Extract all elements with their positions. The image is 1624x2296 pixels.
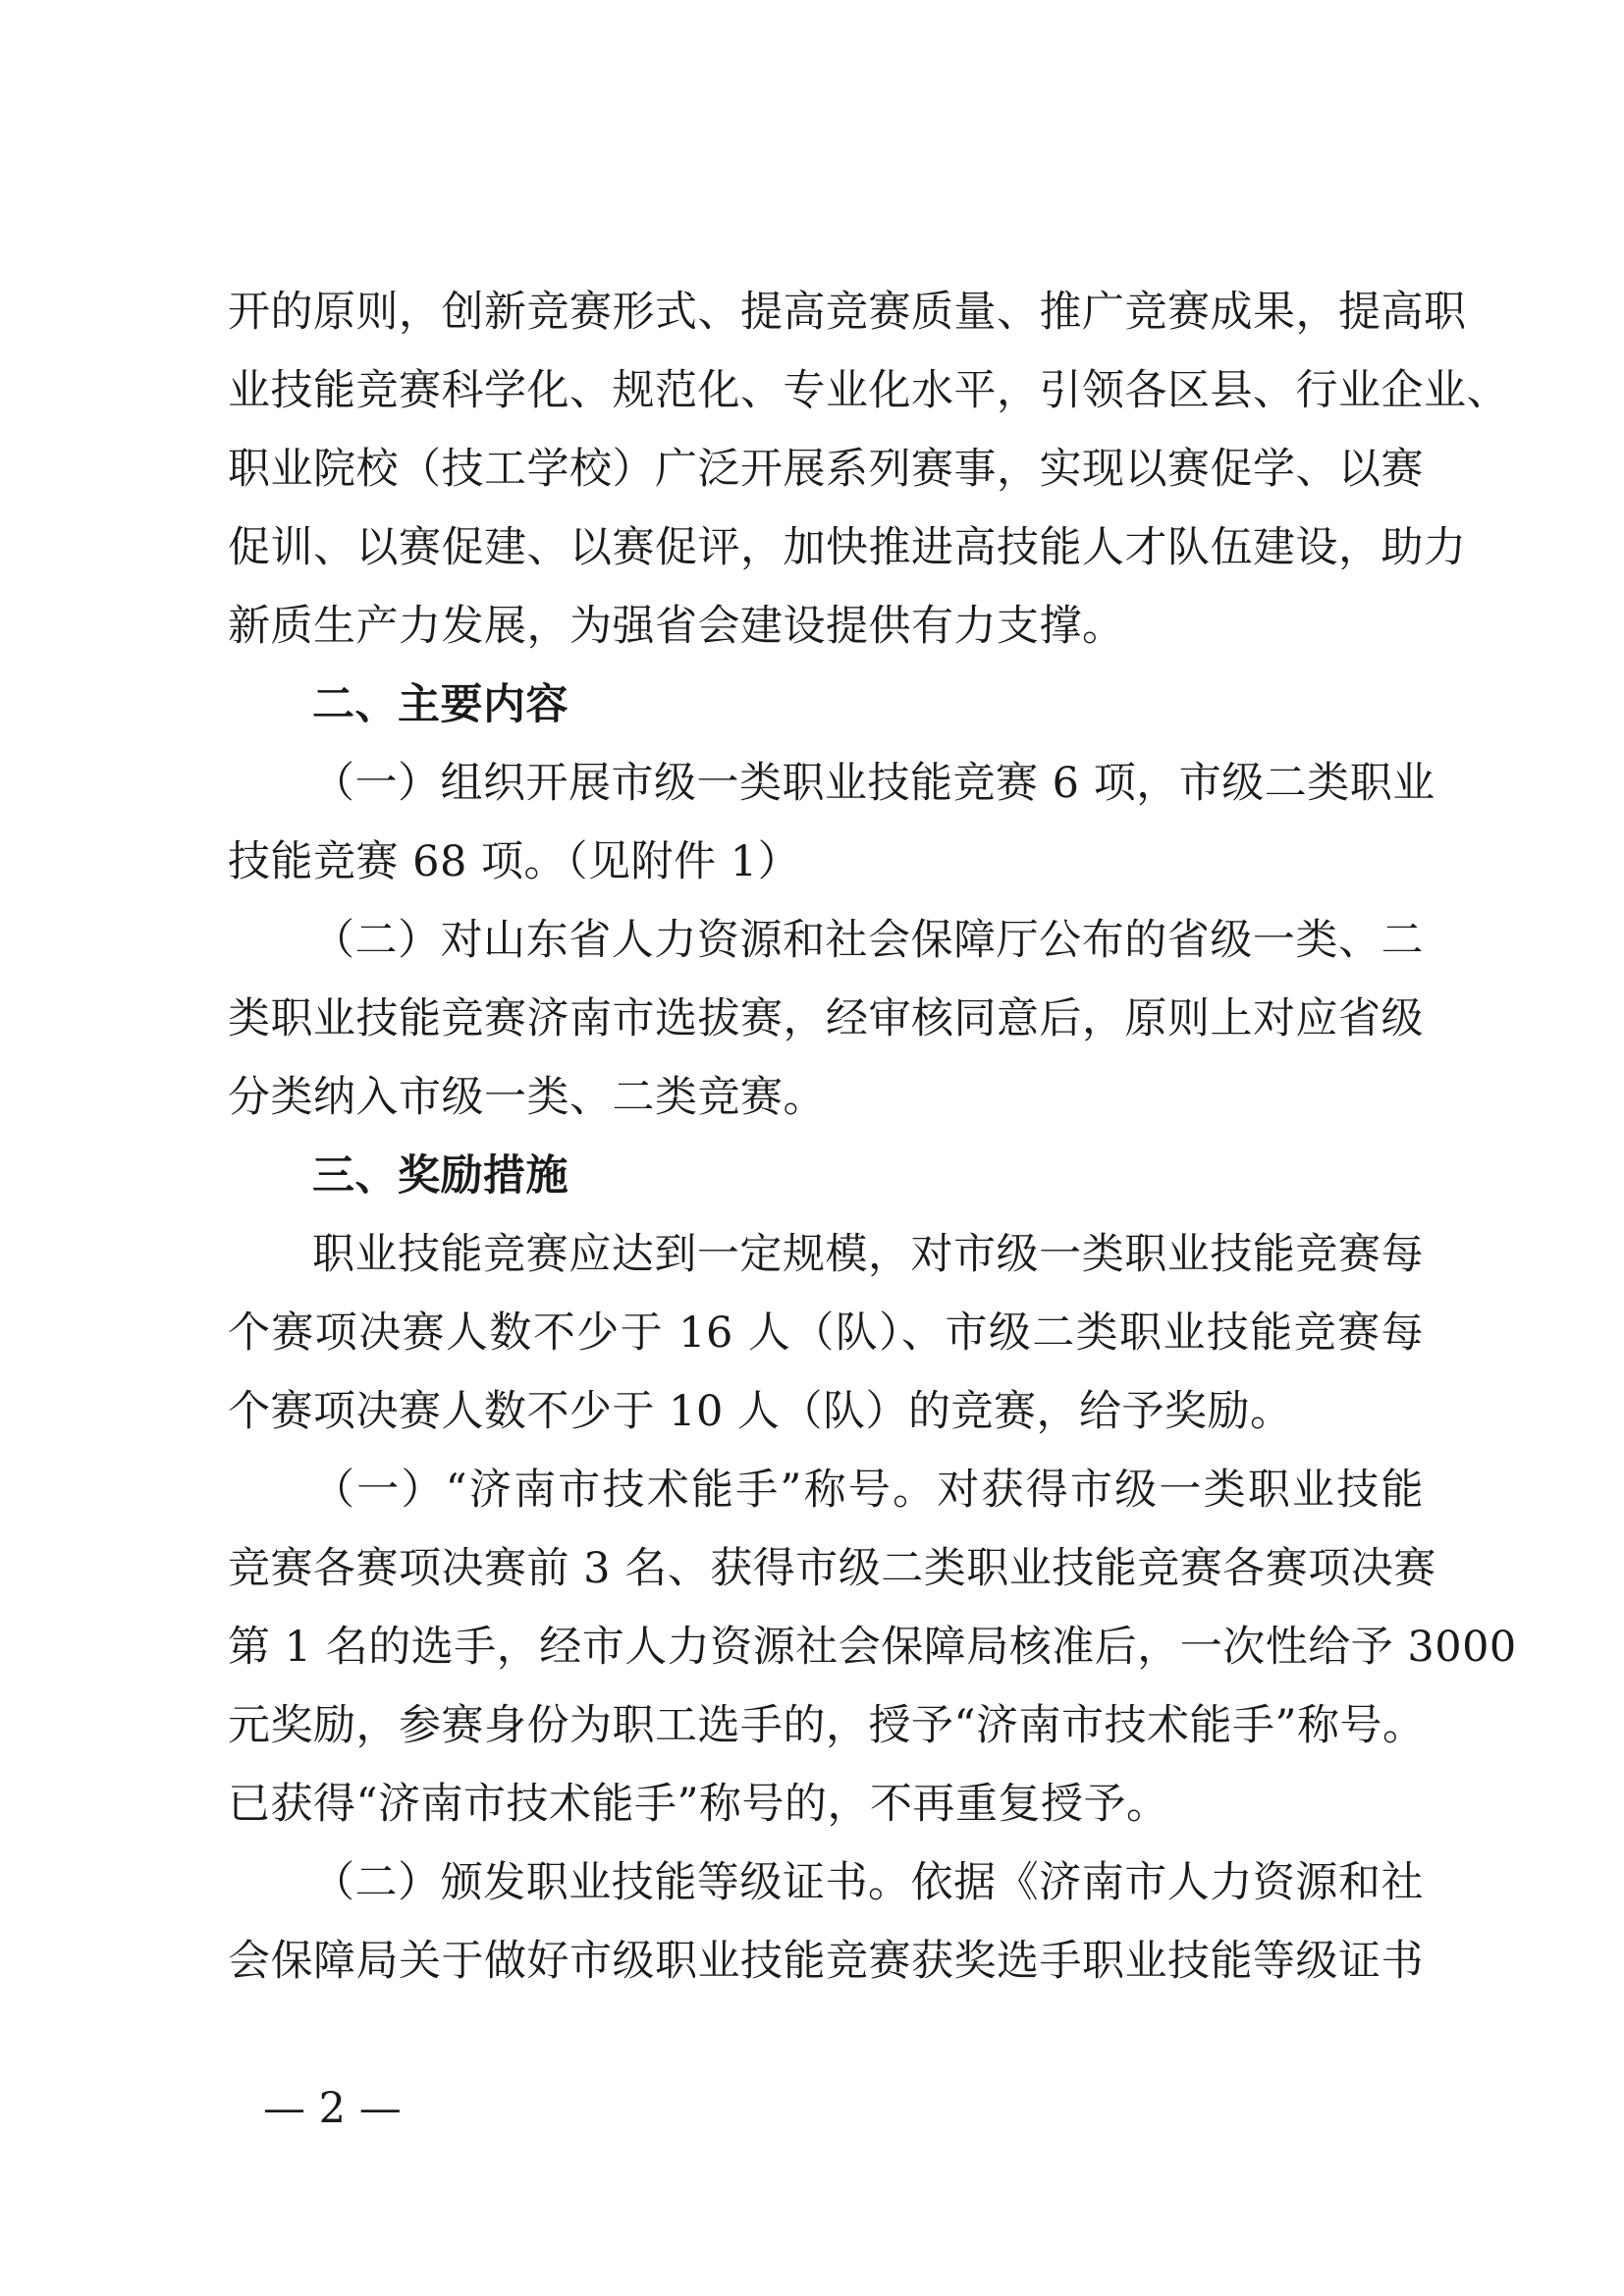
body-line: 元奖励，参赛身份为职工选手的，授予“济南市技术能手”称号。: [228, 1701, 1426, 1750]
body-line: 已获得“济南市技术能手”称号的，不再重复授予。: [228, 1780, 1169, 1829]
body-line: （一）“济南市技术能手”称号。对获得市级一类职业技能: [312, 1466, 1424, 1515]
section-heading: 三、奖励措施: [312, 1151, 568, 1201]
body-line: 新质生产力发展，为强省会建设提供有力支撑。: [228, 602, 1125, 651]
body-line: 职业院校（技工学校）广泛开展系列赛事，实现以赛促学、以赛: [228, 445, 1424, 494]
body-line: （二）对山东省人力资源和社会保障厅公布的省级一类、二: [312, 916, 1424, 965]
body-line: 开的原则，创新竞赛形式、提高竞赛质量、推广竞赛成果，提高职: [228, 288, 1467, 337]
body-line: 第 1 名的选手，经市人力资源社会保障局核准后，一次性给予 3000: [228, 1623, 1517, 1672]
page-number: — 2 —: [263, 2084, 402, 2133]
document-body: [228, 273, 1517, 2001]
body-line: 个赛项决赛人数不少于 16 人（队）、市级二类职业技能竞赛每: [228, 1308, 1424, 1358]
body-line: （一）组织开展市级一类职业技能竞赛 6 项，市级二类职业: [312, 759, 1435, 808]
body-line: 竞赛各赛项决赛前 3 名、获得市级二类职业技能竞赛各赛项决赛: [228, 1544, 1436, 1593]
body-line: （二）颁发职业技能等级证书。依据《济南市人力资源和社: [312, 1858, 1424, 1907]
body-line: 促训、以赛促建、以赛促评，加快推进高技能人才队伍建设，助力: [228, 523, 1467, 572]
body-line: 分类纳入市级一类、二类竞赛。: [228, 1073, 826, 1122]
section-heading: 二、主要内容: [312, 680, 568, 729]
body-line: 个赛项决赛人数不少于 10 人（队）的竞赛，给予奖励。: [228, 1387, 1293, 1436]
body-line: 类职业技能竞赛济南市选拔赛，经审核同意后，原则上对应省级: [228, 994, 1424, 1043]
body-line: 职业技能竞赛应达到一定规模，对市级一类职业技能竞赛每: [312, 1230, 1424, 1279]
body-line: 技能竞赛 68 项。（见附件 1）: [228, 837, 801, 886]
body-line: 会保障局关于做好市级职业技能竞赛获奖选手职业技能等级证书: [228, 1937, 1424, 1986]
body-line: 业技能竞赛科学化、规范化、专业化水平，引领各区县、行业企业、: [228, 366, 1509, 415]
